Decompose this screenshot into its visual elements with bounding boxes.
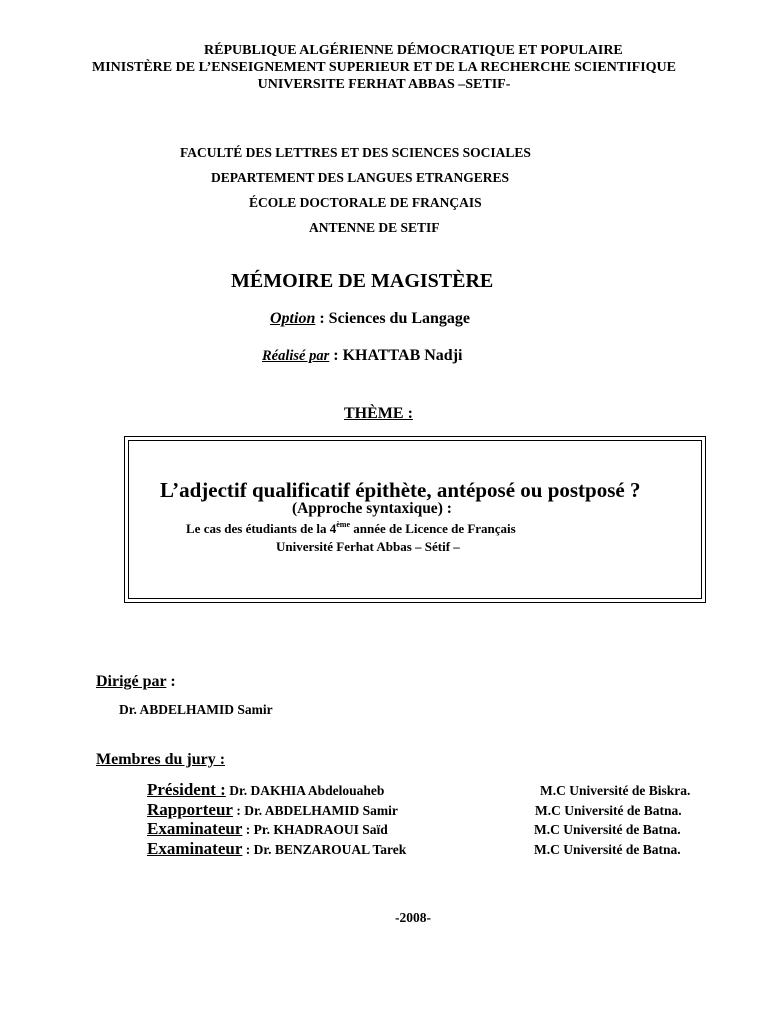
header-republic: RÉPUBLIQUE ALGÉRIENNE DÉMOCRATIQUE ET POPULAIRE <box>204 43 623 58</box>
theme-university: Université Ferhat Abbas – Sétif – <box>276 539 460 554</box>
theme-case <box>186 521 516 537</box>
memoire-title: MÉMOIRE DE MAGISTÈRE <box>231 270 494 292</box>
jury-sep: : <box>242 822 254 837</box>
jury-sep: : <box>232 803 245 818</box>
theme-label: THÈME : <box>344 405 413 422</box>
department-name: DEPARTEMENT DES LANGUES ETRANGERES <box>211 170 509 185</box>
theme-case-after: année de Licence de Français <box>350 521 516 536</box>
author-line <box>262 347 462 365</box>
jury-member <box>147 800 398 820</box>
author-value: : KHATTAB Nadji <box>329 347 463 364</box>
theme-frame-inner <box>128 440 702 599</box>
jury-member <box>147 780 384 800</box>
theme-title: L’adjectif qualificatif épithète, antéposé ou postposé ? <box>160 478 641 502</box>
header-ministry: MINISTÈRE DE L’ENSEIGNEMENT SUPERIEUR ET DE LA RECHERCHE SCIENTIFIQUE <box>91 60 676 75</box>
director-label: Dirigé par <box>96 673 167 690</box>
jury-affiliation: M.C Université de Batna. <box>534 842 681 857</box>
jury-role: Président : <box>147 780 226 799</box>
jury-affiliation: M.C Université de Biskra. <box>540 783 691 798</box>
jury-role: Examinateur <box>147 819 243 838</box>
jury-label: Membres du jury : <box>96 751 226 768</box>
director-name: Dr. ABDELHAMID Samir <box>119 702 273 717</box>
jury-member <box>147 839 406 859</box>
header-university: UNIVERSITE FERHAT ABBAS –SETIF- <box>257 77 511 92</box>
faculty-name: FACULTÉ DES LETTRES ET DES SCIENCES SOCIALES <box>180 145 531 160</box>
jury-affiliation: M.C Université de Batna. <box>534 822 681 837</box>
jury-role: Examinateur <box>147 839 243 858</box>
director-colon: : <box>166 673 176 690</box>
jury-sep: : <box>242 842 254 857</box>
option-line <box>270 310 470 328</box>
jury-name: Dr. ABDELHAMID Samir <box>244 803 398 818</box>
doctoral-school: ÉCOLE DOCTORALE DE FRANÇAIS <box>249 195 482 210</box>
theme-frame <box>124 436 706 603</box>
jury-role: Rapporteur <box>147 800 233 819</box>
jury-name: Dr. DAKHIA Abdelouaheb <box>229 783 385 798</box>
theme-subtitle: (Approche syntaxique) : <box>292 500 452 517</box>
theme-case-before: Le cas des étudiants de la 4 <box>186 521 337 536</box>
jury-name: Dr. BENZAROUAL Tarek <box>253 842 407 857</box>
antenna-name: ANTENNE DE SETIF <box>309 220 440 235</box>
director-line <box>96 673 176 691</box>
jury-name: Pr. KHADRAOUI Saïd <box>253 822 388 837</box>
year: -2008- <box>395 910 431 925</box>
theme-case-sup: ème <box>336 520 350 529</box>
jury-member <box>147 819 388 839</box>
option-value: : Sciences du Langage <box>315 310 471 327</box>
author-label: Réalisé par <box>262 348 330 364</box>
jury-affiliation: M.C Université de Batna. <box>535 803 682 818</box>
option-label: Option <box>270 310 316 327</box>
